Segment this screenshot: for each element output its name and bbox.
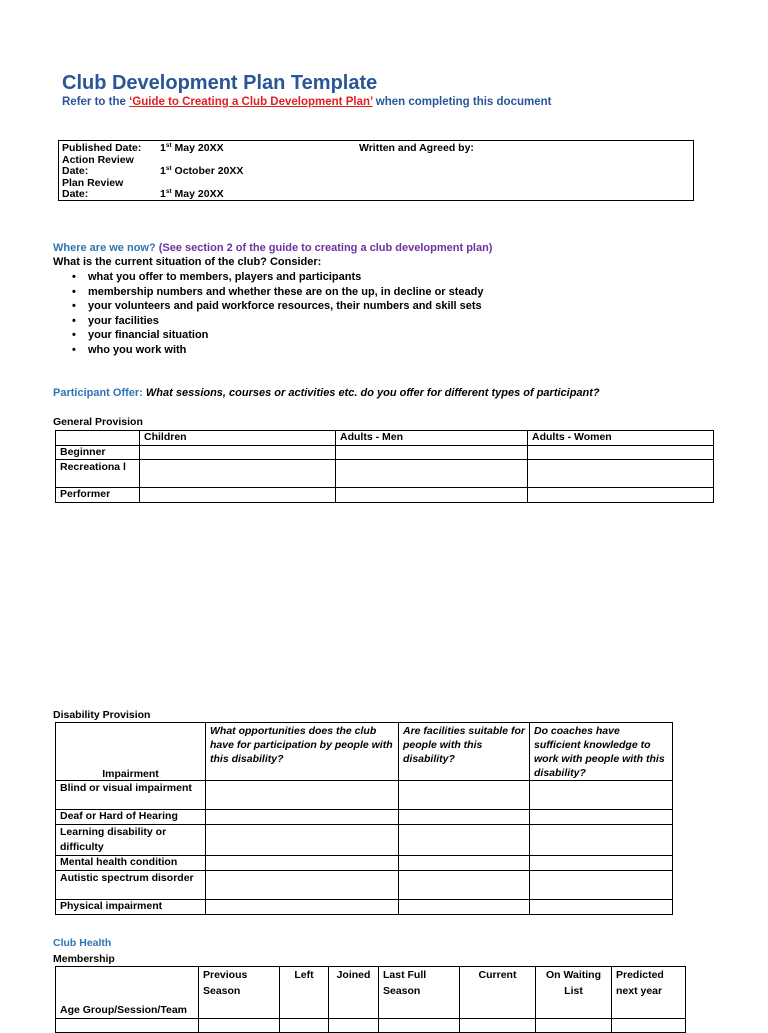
- table-cell[interactable]: [399, 810, 530, 825]
- where-now-question: What is the current situation of the club? Consider:: [53, 256, 322, 268]
- row-label: Autistic spectrum disorder: [56, 871, 206, 900]
- table-header-cell: Age Group/Session/Team: [56, 967, 199, 1019]
- table-cell[interactable]: [399, 871, 530, 900]
- table-cell[interactable]: [336, 446, 528, 460]
- published-date-value: 1st May 20XX: [160, 142, 224, 154]
- table-row: [56, 825, 673, 856]
- table-cell[interactable]: [56, 1019, 199, 1033]
- table-header-cell: Last Full Season: [379, 967, 460, 1019]
- general-provision-table: [55, 430, 714, 503]
- where-now-heading: Where are we now? (See section 2 of the guide to creating a club development plan): [53, 242, 493, 254]
- table-row: [56, 900, 673, 915]
- table-header-cell: What opportunities does the club have for participation by people with this disability?: [206, 723, 399, 781]
- plan-review-value: 1st May 20XX: [160, 188, 224, 200]
- table-cell[interactable]: [329, 1019, 379, 1033]
- table-cell[interactable]: [206, 900, 399, 915]
- list-item: • what you offer to members, players and participants: [72, 270, 483, 285]
- list-item: • your facilities: [72, 314, 483, 329]
- published-date-label: Published Date:: [62, 142, 142, 154]
- guide-link[interactable]: ‘Guide to Creating a Club Development Plan’: [129, 96, 373, 108]
- table-cell[interactable]: [530, 856, 673, 871]
- page-title: Club Development Plan Template: [62, 72, 378, 94]
- table-row: [56, 856, 673, 871]
- table-cell[interactable]: [399, 781, 530, 810]
- table-cell[interactable]: [206, 781, 399, 810]
- table-row: [56, 781, 673, 810]
- row-label: Blind or visual impairment: [56, 781, 206, 810]
- table-header-cell: Predicted next year: [612, 967, 686, 1019]
- disability-provision-label: Disability Provision: [53, 709, 151, 721]
- plan-review-label: Plan Review: [62, 177, 124, 189]
- table-cell[interactable]: [536, 1019, 612, 1033]
- table-cell[interactable]: [206, 810, 399, 825]
- table-cell[interactable]: [530, 900, 673, 915]
- row-label: Learning disability or difficulty: [56, 825, 206, 856]
- table-cell[interactable]: [140, 446, 336, 460]
- table-header-row: [56, 967, 686, 1019]
- action-review-label: Action Review: [62, 154, 134, 166]
- plan-dates-box: [58, 140, 694, 201]
- subtitle-prefix: Refer to the: [62, 96, 130, 108]
- list-item: • your financial situation: [72, 328, 483, 343]
- table-cell[interactable]: [612, 1019, 686, 1033]
- table-cell[interactable]: [528, 488, 714, 503]
- table-cell[interactable]: [399, 825, 530, 856]
- row-label: Recreationa l: [56, 460, 140, 488]
- table-cell[interactable]: [530, 810, 673, 825]
- table-header-cell: On Waiting List: [536, 967, 612, 1019]
- table-cell[interactable]: [399, 856, 530, 871]
- table-cell[interactable]: [336, 488, 528, 503]
- general-provision-label: General Provision: [53, 416, 143, 428]
- table-cell[interactable]: [206, 871, 399, 900]
- table-cell[interactable]: [528, 446, 714, 460]
- disability-provision-table: [55, 722, 673, 915]
- table-header-row: [56, 431, 714, 446]
- list-item: • membership numbers and whether these are on the up, in decline or steady: [72, 285, 483, 300]
- row-label: Physical impairment: [56, 900, 206, 915]
- list-item: • who you work with: [72, 343, 483, 358]
- table-row: [56, 446, 714, 460]
- table-cell[interactable]: [199, 1019, 280, 1033]
- table-cell[interactable]: [140, 488, 336, 503]
- row-label: Mental health condition: [56, 856, 206, 871]
- table-cell[interactable]: [530, 781, 673, 810]
- table-cell[interactable]: [379, 1019, 460, 1033]
- table-header-cell: Do coaches have sufficient knowledge to work with people with this disability?: [530, 723, 673, 781]
- table-cell[interactable]: [460, 1019, 536, 1033]
- table-header-cell: [56, 431, 140, 446]
- table-cell[interactable]: [140, 460, 336, 488]
- table-cell[interactable]: [528, 460, 714, 488]
- table-row: [56, 810, 673, 825]
- row-label: Beginner: [56, 446, 140, 460]
- table-header-cell: Current: [460, 967, 536, 1019]
- table-row: [56, 460, 714, 488]
- table-row: [56, 488, 714, 503]
- row-label: Performer: [56, 488, 140, 503]
- table-row: [56, 871, 673, 900]
- subtitle-suffix: when completing this document: [372, 96, 552, 108]
- membership-table: [55, 966, 686, 1033]
- table-header-cell: Previous Season: [199, 967, 280, 1019]
- table-header-cell: Adults - Women: [528, 431, 714, 446]
- written-agreed-label: Written and Agreed by:: [359, 142, 474, 154]
- table-cell[interactable]: [206, 825, 399, 856]
- action-review-label-2: Date:: [62, 165, 89, 177]
- row-label: Deaf or Hard of Hearing: [56, 810, 206, 825]
- table-cell[interactable]: [206, 856, 399, 871]
- page-subtitle: [62, 96, 551, 108]
- club-health-heading: Club Health: [53, 937, 112, 949]
- membership-label: Membership: [53, 953, 115, 965]
- table-header-cell: Children: [140, 431, 336, 446]
- table-cell[interactable]: [336, 460, 528, 488]
- consider-list: [72, 270, 483, 357]
- list-item: • your volunteers and paid workforce resources, their numbers and skill sets: [72, 299, 483, 314]
- table-header-cell: Left: [280, 967, 329, 1019]
- table-cell[interactable]: [530, 871, 673, 900]
- table-cell[interactable]: [530, 825, 673, 856]
- table-row: [56, 1019, 686, 1033]
- table-header-cell: Joined: [329, 967, 379, 1019]
- table-header-cell: Adults - Men: [336, 431, 528, 446]
- table-cell[interactable]: [280, 1019, 329, 1033]
- action-review-value: 1st October 20XX: [160, 165, 244, 177]
- plan-review-label-2: Date:: [62, 188, 89, 200]
- table-header-cell: Are facilities suitable for people with this disability?: [399, 723, 530, 781]
- table-header-cell: Impairment: [56, 723, 206, 781]
- table-header-row: [56, 723, 673, 781]
- participant-offer-heading: Participant Offer: What sessions, courses or activities etc. do you offer for different types of participant?: [53, 387, 600, 399]
- table-cell[interactable]: [399, 900, 530, 915]
